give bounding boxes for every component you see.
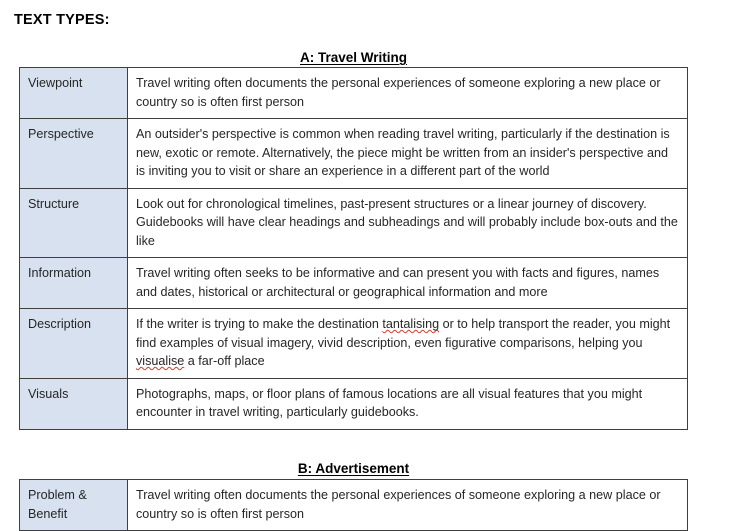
page-title: TEXT TYPES: (14, 12, 110, 28)
table-row (20, 188, 688, 258)
section-heading-b: B: Advertisement (297, 461, 410, 476)
row-description (128, 309, 688, 379)
table-row (20, 378, 688, 429)
spellcheck-error-word: visualise (136, 354, 185, 368)
row-label: Visuals (20, 378, 128, 429)
spellcheck-error-word: tantalising (382, 317, 440, 331)
table-row (20, 309, 688, 379)
row-label: Perspective (20, 119, 128, 189)
table-row (20, 480, 688, 531)
row-description: An outsider's perspective is common when reading travel writing, particularly if the destination is new, exotic or remote. Alternatively, the piece might be written from an insider's perspective and is inviting you to visit or share an experience in a different part of the world (128, 119, 688, 189)
row-description: Photographs, maps, or floor plans of famous locations are all visual features that you might encounter in travel writing, particularly guidebooks. (128, 378, 688, 429)
table-b-body (20, 480, 688, 531)
table-row (20, 119, 688, 189)
row-label: Viewpoint (20, 68, 128, 119)
table-row (20, 258, 688, 309)
row-label: Description (20, 309, 128, 379)
row-description: Travel writing often seeks to be informative and can present you with facts and figures, names and dates, historical or architectural or geographical information and more (128, 258, 688, 309)
row-description: Travel writing often documents the personal experiences of someone exploring a new place or country so is often first person (128, 480, 688, 531)
row-description: Look out for chronological timelines, past-present structures or a linear journey of discovery. Guidebooks will have clear headings and subheadings and will probably include box-outs and the like (128, 188, 688, 258)
row-label: Problem & Benefit (20, 480, 128, 531)
text-types-table-b (19, 479, 688, 531)
table-row (20, 68, 688, 119)
row-label: Structure (20, 188, 128, 258)
row-description: Travel writing often documents the personal experiences of someone exploring a new place or country so is often first person (128, 68, 688, 119)
text-types-table-a (19, 67, 688, 430)
section-heading-a: A: Travel Writing (299, 50, 408, 65)
row-label: Information (20, 258, 128, 309)
description-text-run: If the writer is trying to make the destination (136, 317, 383, 331)
table-a-body (20, 68, 688, 430)
description-text-run: or to help transport the reader, you might find examples of visual imagery, vivid description, even figurative comparisons, helping you (136, 317, 671, 350)
description-text-run: a far-off place (184, 354, 265, 368)
